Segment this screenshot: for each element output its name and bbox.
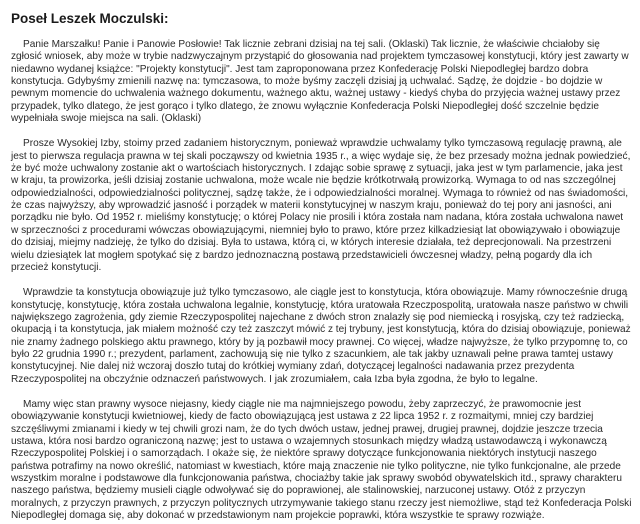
speech-paragraph: Wprawdzie ta konstytucja obowiązuje już tylko tymczasowo, ale ciągle jest to konstytucja, która obowiązuje. Mamy równocześnie drugą konstytucję, konstytucję, która została uchwalona legalnie, konstytucję, która uratowała Rzeczpospolitą, uratowała nasze państwo w chwili największego zagrożenia, gdy ziemie Rzeczypospolitej najechane z dwóch stron znalazły się pod niemiecką i rosyjską, czy też radziecką, okupacją i ta konstytucja, jak miałem możność czy też zaszczyt mówić z tej trybuny, jest konstytucją, która do dzisiaj obowiązuje, ponieważ nie znamy żadnego polskiego aktu prawnego, który by ją pozbawił mocy prawnej. Co więcej, władze najwyższe, że tylko przypomnę to, co było 22 grudnia 1990 r.; prezydent, parlament, zachowują się nie tylko z szacunkiem, ale tak jakby uznawali pełne prawa tamtej ustawy konstytucyjnej. Nie dalej niż wczoraj doszło tutaj do krótkiej wymiany zdań, dotyczącej legalności nadawania przez prezydenta Rzeczypospolitej na obczyźnie odznaczeń państwowych. I jak zrozumiałem, cała Izba była zgodna, że było to legalne. [11, 287, 631, 385]
speech-paragraph: Prosze Wysokiej Izby, stoimy przed zadaniem historycznym, ponieważ wprawdzie uchwalamy tylko tymczasową regulację prawną, ale jest to pierwsza regulacja prawna w tej skali począwszy od kwietnia 1935 r., a więc wydaje się, że bez przesady można jednak powiedzieć, że być może uchwalony zostanie akt o wartościach historycznych. I zdając sobie sprawę z sytuacji, jaka jest w tym parlamencie, jaka jest w kraju, ta prowizorka, jeśli dzisiaj zostanie uchwalona, może wcale nie będzie krótkotrwałą prowizorką. Wymaga to od nas szczególnej odpowiedzialności, odpowiedzialności politycznej, sądzę także, że i odpowiedzialności moralnej. Wymaga to również od nas świadomości, że czas najwyższy, aby wprowadzić jasność i porządek w materii konstytucyjnej w naszym kraju, ponieważ do tej pory ani jasności, ani porządku nie było. Od 1952 r. mieliśmy konstytucję; o której Polacy nie prosili i która została nam nadana, która została uchwalona nawet w sprzeczności z procedurami wówczas obowiązującymi, niemniej było to prawo, które przez kilkadziesiąt lat obowiązywało i obowiązuje do dzisiaj, miejmy nadzieję, że tylko do dzisiaj. Była to ustawa, którą ci, w których interesie działała, też deprecjonowali. Na przestrzeni wielu dziesiątek lat mogłem spotykać się z bardzo jednoznaczną postawą przedstawicieli ówczesnej władzy, pełną pogardy dla ich przecież konstytucji. [11, 138, 631, 273]
speech-paragraph: Panie Marszałku! Panie i Panowie Posłowie! Tak licznie zebrani dzisiaj na tej sali. (Oklaski) Tak licznie, że właściwie chciałoby się zgłosić wniosek, aby może w trybie nadzwyczajnym przystąpić do głosowania nad projektem tymczasowej konstytucji, który jest zawarty w niedawno wydanej książce: "Projekty konstytucji". Jest tam zaproponowana przez Konfederację Polski Niepodległej bardzo dobra konstytucja. Gdybyśmy zmienili nazwę na: tymczasowa, to może byśmy zaczęli dzisiaj ją uchwalać. Sądzę, że dojdzie - bo dojdzie w pewnym momencie do uchwalenia ważnego dokumentu, ważnego aktu, ważnej ustawy - kiedyś chyba do przyjęcia ważnej ustawy przez przypadek, tylko dlatego, że jest gorąco i tylko dlatego, że znowu wyłącznie Konfederacja Polski Niepodległej dość szczelnie będzie wypełniała swoje miejsca na sali. (Oklaski) [11, 39, 629, 125]
speech-paragraph: Mamy więc stan prawny wysoce niejasny, kiedy ciągle nie ma najmniejszego powodu, żeby zaprzeczyć, że prawomocnie jest obowiązywanie konstytucji kwietniowej, kiedy de facto obowiązującą jest ustawa z 22 lipca 1952 r. z rozmaitymi, mniej czy bardziej szczęśliwymi zmianami i kiedy w tej chwili grozi nam, że do tych dwóch ustaw, jednej prawej, drugiej prawnej, dojdzie jeszcze trzecia ustawa, która nosi bardzo ograniczoną nazwę; jest to ustawa o wzajemnych stosunkach między władzą ustawodawczą i wykonawczą Rzeczypospolitej Polskiej i o samorządach. I okaże się, że niektóre sprawy dotyczące funkcjonowania niektórych instytucji naszego państwa potrafimy na nowo określić, natomiast w kwestiach, które mają znaczenie nie tylko polityczne, nie tylko funkcjonalne, ale przede wszystkim moralne i podstawowe dla funkcjonowania państwa, chociażby takie jak sprawy swobód obywatelskich itd., sprawy charakteru naszego państwa, będziemy musieli ciągle odwoływać się do poprawionej, ale stalinowskiej, narzuconej ustawy. Otóż z przyczyn moralnych, z przyczyn prawnych, z przyczyn politycznych utrzymywanie takiego stanu rzeczy jest niemożliwe, stąd też Konfederacja Polski Niepodległej domaga się, aby dokonać w przedstawionym nam projekcie poprawki, która wszystkie te sprawy rozwiąże. [11, 398, 632, 522]
speech-body [11, 39, 632, 522]
speaker-heading: Poseł Leszek Moczulski: [11, 11, 169, 26]
